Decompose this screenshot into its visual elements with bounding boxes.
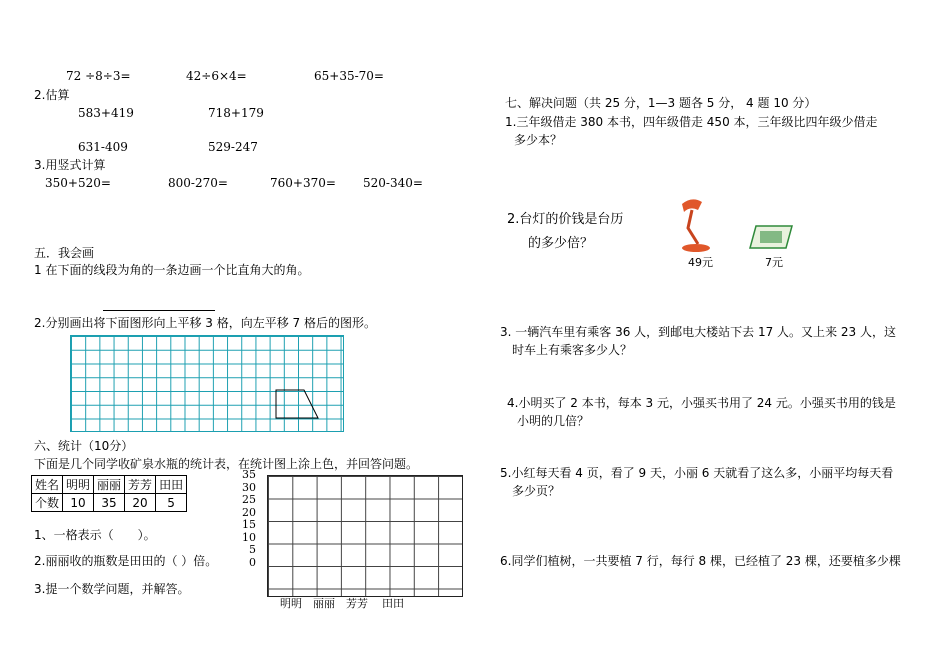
q4-line1: 4.小明买了 2 本书，每本 3 元，小强买书用了 24 元。小强买书用的钱是 xyxy=(507,396,896,410)
expr-1: 72 ÷8÷3= xyxy=(66,69,131,83)
trapezoid-shape xyxy=(270,386,326,422)
x-label: 芳芳 xyxy=(346,597,368,610)
stats-q3: 3.提一个数学问题，并解答。 xyxy=(34,582,190,596)
table-cell: 芳芳 xyxy=(125,476,156,494)
draw-q1: 1 在下面的线段为角的一条边画一个比直角大的角。 xyxy=(34,263,310,277)
q1-line1: 1.三年级借走 380 本书，四年级借走 450 本，三年级比四年级少借走 xyxy=(505,115,878,129)
estimate-2: 718+179 xyxy=(208,106,264,120)
calendar-price: 7元 xyxy=(765,256,783,269)
table-row xyxy=(32,494,187,512)
vertical-3: 760+370= xyxy=(270,176,336,190)
q3-line1: 3. 一辆汽车里有乘客 36 人，到邮电大楼站下去 17 人。又上来 23 人，这 xyxy=(500,325,896,339)
y-tick: 5 xyxy=(249,543,256,556)
lamp-price: 49元 xyxy=(688,256,713,269)
table-cell: 丽丽 xyxy=(94,476,125,494)
estimate-1: 583+419 xyxy=(78,106,134,120)
calendar-icon xyxy=(748,222,794,252)
table-cell: 个数 xyxy=(32,494,63,512)
y-tick: 30 xyxy=(242,480,256,494)
vertical-1: 350+520= xyxy=(45,176,111,190)
stats-intro: 下面是几个同学收矿泉水瓶的统计表，在统计图上涂上色，并回答问题。 xyxy=(34,457,419,471)
x-label: 明明 xyxy=(280,597,302,610)
draw-q2: 2.分别画出将下面图形向上平移 3 格，向左平移 7 格后的图形。 xyxy=(34,316,376,330)
q2-line1: 2.台灯的价钱是台历 xyxy=(507,212,624,227)
stats-q2: 2.丽丽收的瓶数是田田的（ ）倍。 xyxy=(34,554,218,568)
table-cell: 20 xyxy=(125,494,156,512)
y-tick: 0 xyxy=(249,555,256,569)
estimate-3: 631-409 xyxy=(78,140,128,154)
solve-title: 七、解决问题（共 25 分，1—3 题各 5 分， 4 题 10 分） xyxy=(505,96,817,110)
stats-title: 六、统计（10分） xyxy=(34,439,134,453)
y-tick: 10 xyxy=(242,530,256,544)
x-label: 田田 xyxy=(382,597,404,610)
draw-title: 五．我会画 xyxy=(34,246,95,260)
stats-q1: 1、一格表示（ ）。 xyxy=(34,528,156,542)
q4-line2: 小明的几倍？ xyxy=(517,414,590,428)
vertical-title: 3.用竖式计算 xyxy=(34,158,106,172)
x-label: 丽丽 xyxy=(313,597,335,610)
table-cell: 10 xyxy=(63,494,94,512)
q1-line2: 多少本？ xyxy=(514,133,563,147)
vertical-4: 520-340= xyxy=(363,176,423,190)
vertical-2: 800-270= xyxy=(168,176,228,190)
q5-line2: 多少页？ xyxy=(512,484,561,498)
y-tick: 15 xyxy=(242,518,256,531)
table-cell: 姓名 xyxy=(32,476,63,494)
q6-line1: 6.同学们植树，一共要植 7 行，每行 8 棵，已经植了 23 棵，还要植多少棵 xyxy=(500,554,901,568)
expr-2: 42÷6×4= xyxy=(186,69,247,83)
estimate-title: 2.估算 xyxy=(34,88,70,102)
table-row xyxy=(32,476,187,494)
stats-chart-grid xyxy=(267,475,463,597)
expr-3: 65+35-70= xyxy=(314,69,384,83)
table-cell: 明明 xyxy=(63,476,94,494)
y-axis-labels xyxy=(242,469,256,569)
table-cell: 田田 xyxy=(156,476,187,494)
lamp-icon xyxy=(672,196,720,254)
stats-table xyxy=(31,475,187,512)
q2-line2: 的多少倍？ xyxy=(528,236,594,251)
estimate-4: 529-247 xyxy=(208,140,258,154)
y-tick: 20 xyxy=(242,505,256,519)
y-tick: 35 xyxy=(242,468,256,481)
q5-line1: 5.小红每天看 4 页，看了 9 天，小丽 6 天就看了这么多，小丽平均每天看 xyxy=(500,466,894,480)
table-cell: 35 xyxy=(94,494,125,512)
q3-line2: 时车上有乘客多少人？ xyxy=(512,343,633,357)
angle-segment xyxy=(103,310,215,311)
y-tick: 25 xyxy=(242,493,256,506)
table-cell: 5 xyxy=(156,494,187,512)
